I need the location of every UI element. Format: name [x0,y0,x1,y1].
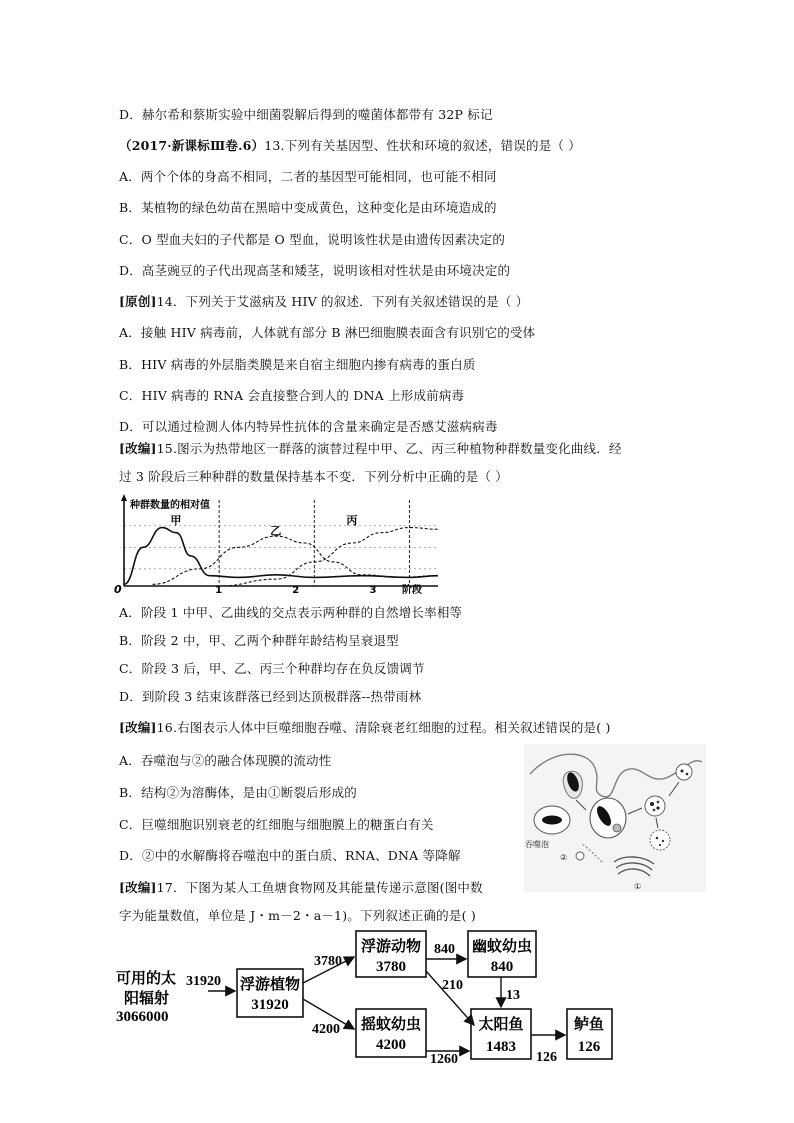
flow-phyto-zoo-label: 3780 [314,954,342,969]
phagocytosis-figure [524,744,706,892]
series-label-2: 乙 [270,524,282,538]
population-chart [112,492,442,594]
q16-option-c: C．巨噬细胞识别衰老的红细胞与细胞膜上的糖蛋白有关 [119,817,434,832]
node-yaowen-name: 摇蚊幼虫 [360,1017,422,1033]
food-web-diagram [112,925,618,1065]
flow-sunfish-perch-label: 126 [536,1050,557,1065]
label-2: ② [560,853,568,862]
digest-vesicle-1 [645,796,665,816]
q15-stem-line1: [改编]15.图示为热带地区一群落的演替过程中甲、乙、丙三种植物种群数量变化曲线．经 [119,441,622,456]
node-zooplankton-name: 浮游动物 [360,939,422,955]
series-label-1: 甲 [170,514,182,528]
y-axis-label: 种群数量的相对值 [130,500,210,511]
node-youwen-name: 幽蚊幼虫 [471,939,533,955]
node-perch-name: 鲈鱼 [573,1017,605,1033]
flow-zoo-sunfish-label: 210 [442,978,463,993]
q15-option-d: D．到阶段 3 结束该群落已经到达顶极群落--热带雨林 [119,689,422,704]
q15-option-a: A．阶段 1 中甲、乙曲线的交点表示两种群的自然增长率相等 [119,605,463,620]
node-sunfish-value: 1483 [486,1039,516,1055]
x-tick-label: 3 [369,585,377,594]
x-tick-label: 1 [215,585,223,594]
q13-stem [119,136,581,154]
node-yaowen-value: 4200 [376,1037,406,1053]
digest-vesicle-2 [650,830,670,850]
origin-label: 0 [114,583,122,594]
q17-source: [改编] [119,880,157,895]
q14-option-b: B．HIV 病毒的外层脂类膜是来自宿主细胞内掺有病毒的蛋白质 [119,357,476,372]
q17-stem-line2: 字为能量数值，单位是 J・m－2・a－1)。下列叙述正确的是( ) [119,908,476,923]
sun-label-line2: 阳辐射 [124,991,170,1007]
label-1: ① [634,882,642,891]
digest-vesicle-3 [676,764,692,780]
flow-youwen-sunfish-label: 13 [506,988,520,1003]
series-label-3: 丙 [346,514,358,528]
q16-option-a: A．吞噬泡与②的融合体现膜的流动性 [119,753,332,768]
flow-zoo-youwen-label: 840 [434,942,455,957]
q16-option-b: B．结构②为溶酶体，是由①断裂后形成的 [119,785,357,800]
q15-option-b: B．阶段 2 中，甲、乙两个种群年龄结构呈衰退型 [119,633,399,648]
q17-stem-line1: [改编]17．下图为某人工鱼塘食物网及其能量传递示意图(图中数 [119,880,483,895]
q16-stem: [改编]16.右图表示人体中巨噬细胞吞噬、清除衰老红细胞的过程。相关叙述错误的是( ) [119,720,611,735]
q15-stem-line2: 过 3 阶段后三种种群的数量保持基本不变．下列分析中正确的是（ ） [119,469,508,484]
q14-stem-text: 14．下列关于艾滋病及 HIV 的叙述．下列有关叙述错误的是（ ） [156,294,529,309]
node-zooplankton-value: 3780 [376,959,406,975]
flow-sun-phyto-label: 31920 [186,974,221,989]
flow-phyto-yaowen-label: 4200 [312,1022,340,1037]
q15-option-c: C．阶段 3 后，甲、乙、丙三个种群均存在负反馈调节 [119,661,425,676]
red-cell-in-phagosome [542,816,562,825]
node-sunfish-name: 太阳鱼 [478,1017,524,1033]
q13-option-d: D．高茎豌豆的子代出现高茎和矮茎，说明该相对性状是由环境决定的 [119,263,511,278]
q14-stem [119,292,528,310]
q14-option-c: C．HIV 病毒的 RNA 会直接整合到人的 DNA 上形成前病毒 [119,388,465,403]
phagosome-label: 吞噬泡 [525,840,549,849]
q13-option-a: A．两个个体的身高不相同，二者的基因型可能相同，也可能不相同 [119,169,497,184]
q14-source: [原创] [119,294,157,309]
x-axis-label: 阶段 [402,585,422,594]
node-youwen-value: 840 [490,959,514,975]
q14-option-a: A．接触 HIV 病毒前，人体就有部分 B 淋巴细胞膜表面含有识别它的受体 [119,325,536,340]
q13-stem-text: 13.下列有关基因型、性状和环境的叙述，错误的是（ ） [264,138,581,153]
vesicle-2 [576,852,584,860]
q14-option-d: D．可以通过检测人体内特异性抗体的含量来确定是否感艾滋病病毒 [119,419,498,434]
q15-source: [改编] [119,441,157,456]
q13-source: （2017·新课标Ⅲ卷.6） [119,138,265,153]
q13-option-c: C．O 型血夫妇的子代都是 O 型血，说明该性状是由遗传因素决定的 [119,232,506,247]
node-phytoplankton-name: 浮游植物 [239,977,301,993]
q16-option-d: D．②中的水解酶将吞噬泡中的蛋白质、RNA、DNA 等降解 [119,848,461,863]
lysosome-small [613,824,621,832]
q13-option-b: B．某植物的绿色幼苗在黑暗中变成黄色，这种变化是由环境造成的 [119,200,497,215]
sun-value: 3066000 [116,1009,169,1025]
flow-yaowen-sunfish-label: 1260 [430,1052,458,1065]
sun-label-line1: 可用的太 [116,971,177,987]
q16-source: [改编] [119,720,157,735]
node-phytoplankton-value: 31920 [251,997,289,1013]
node-perch-value: 126 [577,1039,601,1055]
q12-option-d: D．赫尔希和蔡斯实验中细菌裂解后得到的噬菌体都带有 32P 标记 [119,107,493,122]
x-tick-label: 2 [292,585,300,594]
